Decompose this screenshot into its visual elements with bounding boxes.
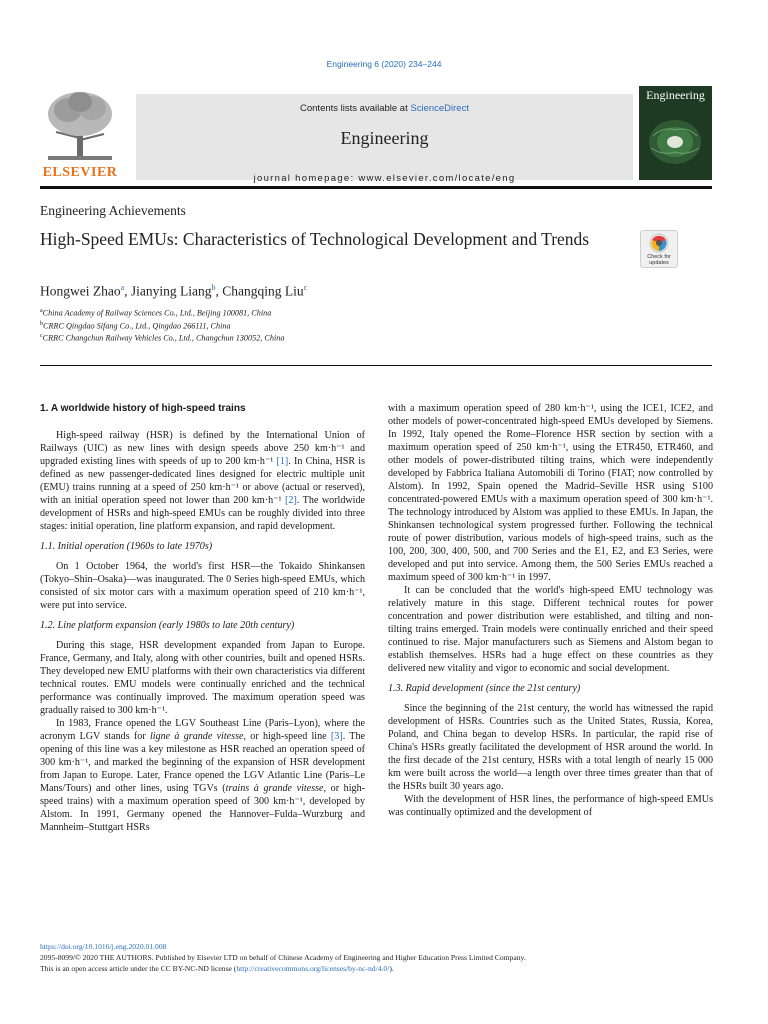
journal-cover <box>639 86 712 180</box>
paragraph-text: , or high-speed trains) with a maximum operation speed of 300 km·h⁻¹, developed by Alstom. In 1991, Germany opened the Hannover–Fulda–Wurzburg and Mannheim–Stuttgart HSRs <box>40 783 365 833</box>
affil-text: CRRC Qingdao Sifang Co., Ltd., Qingdao 266111, China <box>43 321 231 331</box>
author-affil-mark[interactable]: c <box>303 283 308 292</box>
license-text: This is an open access article under the CC BY-NC-ND license ( <box>40 964 237 973</box>
subsection-heading: 1.3. Rapid development (since the 21st century) <box>388 683 581 694</box>
cover-title: Engineering <box>646 88 705 102</box>
front-matter-rule <box>40 365 712 366</box>
header-band <box>136 94 633 184</box>
reference-link[interactable]: [1] <box>276 456 289 467</box>
paragraph: It can be concluded that the world's high-speed EMU technology was relatively mature in this stage. Different technical routes for power concentration and power distribution were established, and tilting and non-tilting trains emerged. Train models were continually enriched and their speed continued to rise. Major manufacturers such as Siemens and Alstom began to establish themselves. HSRs had a huge effect on these countries as they delivered new vitality and vigor to economic and social development. <box>388 585 713 674</box>
body-column-right <box>388 402 713 819</box>
section-heading: 1. A worldwide history of high-speed trains <box>40 403 246 414</box>
cover-brain-icon <box>639 86 712 180</box>
affil-mark: b <box>40 320 43 327</box>
crossmark-icon <box>641 231 677 255</box>
paragraph: Since the beginning of the 21st century, the world has witnessed the rapid development of HSRs. Countries such as the United States, Russia, Korea, Poland, and China began to develop HSRs. In particular, the rapid rise of China's HSRs greatly facilitated the development of HSR around the world. In the first decade of the 21st century, HSRs with a total length of nearly 15 000 km were built across the world—a length over three times greater than that of the HSRs built 30 years ago. <box>388 703 713 792</box>
author-separator: , <box>124 283 131 299</box>
sciencedirect-link[interactable]: ScienceDirect <box>410 103 469 114</box>
author-name[interactable]: Changqing Liu <box>222 283 304 299</box>
paragraph-text: , or high-speed line <box>243 731 331 742</box>
doi-link[interactable]: https://doi.org/10.1016/j.eng.2020.01.008 <box>40 942 167 951</box>
paragraph: On 1 October 1964, the world's first HSR—the Tokaido Shinkansen (Tokyo–Shin–Osaka)—was inaugurated. The 0 Series high-speed EMUs, which consisted of six motor cars with a maximum operation speed of 210 km·h⁻¹, were put into service. <box>40 561 365 611</box>
tree-logo-icon <box>40 88 120 166</box>
article-title: High-Speed EMUs: Characteristics of Technological Development and Trends <box>40 229 590 249</box>
article-footer <box>40 941 526 974</box>
italic-term: trains à grande vitesse <box>225 783 324 794</box>
reference-link[interactable]: [3] <box>330 731 343 742</box>
paragraph-text: High-speed railway (HSR) is defined by the International Union of Railways (UIC) as new lines with design speeds above 250 km·h⁻¹ and upgraded existing lines with speeds of up to 200 km·h⁻¹ <box>40 430 365 467</box>
paragraph <box>40 717 365 834</box>
author-name[interactable]: Hongwei Zhao <box>40 283 121 299</box>
paragraph-text: . The opening of this line was a key milestone as HSR reached an operation speed of 300 km·h⁻¹, and marked the beginning of the expansion of HSR development from Japan to Europe. Later, France opened the LGV Atlantic Line (Paris–Le Mans/Tours) and other lines, using TGVs ( <box>40 731 365 794</box>
journal-citation[interactable]: Engineering 6 (2020) 234–244 <box>326 59 442 69</box>
affil-mark: a <box>40 308 43 314</box>
italic-term: ligne à grande vitesse <box>149 731 244 742</box>
license-link[interactable]: http://creativecommons.org/licenses/by-nc-nd/4.0/ <box>236 964 390 973</box>
author-name[interactable]: Jianying Liang <box>130 283 212 299</box>
journal-homepage[interactable]: journal homepage: www.elsevier.com/locate/eng <box>253 173 516 184</box>
body-column-left <box>40 402 365 834</box>
contents-line <box>136 103 633 114</box>
author-affil-mark[interactable]: a <box>120 283 125 292</box>
elsevier-tree-logo <box>40 88 120 182</box>
check-for-updates-button[interactable] <box>640 230 678 268</box>
journal-title: Engineering <box>340 128 429 148</box>
paragraph: During this stage, HSR development expanded from Japan to Europe. France, Germany, and Italy, along with other countries, built and opened HSRs. They developed new EMU platforms with their own characteristics via different technical routes. EMU models were continually enriched and the technical performance was continually improved. The maximum operation speed was gradually raised to 300 km·h⁻¹. <box>40 640 365 716</box>
paragraph-text: In 1983, France opened the LGV Southeast Line (Paris–Lyon), where the acronym LGV stands for <box>40 718 365 742</box>
header-rule <box>40 186 712 189</box>
paragraph-text: . In China, HSR is defined as new passenger-dedicated lines designed for electric multiple unit (EMU) trains running at a speed of 250 km·h⁻¹ or above (actual or reserved), with an initial operation speed not lower than 200 km·h⁻¹ <box>40 456 365 506</box>
affiliation-item <box>40 319 284 332</box>
author-affil-mark[interactable]: b <box>211 283 216 292</box>
contents-prefix: Contents lists available at <box>300 103 411 114</box>
crossmark-label: Check for updates <box>647 254 671 266</box>
affiliations <box>40 306 284 344</box>
author-list <box>40 283 307 300</box>
affiliation-item <box>40 331 284 344</box>
copyright-line: 2095-8099/© 2020 THE AUTHORS. Published by Elsevier LTD on behalf of Chinese Academy of Engineering and Higher Education Press Limited Company. <box>40 953 526 962</box>
paragraph: with a maximum operation speed of 280 km·h⁻¹, using the ICE1, ICE2, and other models of power-concentrated high-speed EMUs developed by Siemens. In 1992, Italy opened the Rome–Florence HSR section by section with a maximum operation speed of 250 km·h⁻¹, using the ETR450, ETR460, and other models of power-distributed tilting trains, which were independently developed by Fabbrica Italiana Automobili di Torino (FIAT; now controlled by Alstom). In 1992, Spain opened the Madrid–Seville HSR using S100 concentrated-powered EMUs with a maximum operation speed of 300 km·h⁻¹. The technology introduced by Alstom was applied to these EMUs. In Japan, the Shinkansen technological system progressed further. Following the technical route of power distribution, various models of high-speed trains, such as the 100, 200, 300, 400, 500, and 700 Series and the E1, E2, and E3 Series, were developed and put into service. Among them, the 500 Series EMUs reached a maximum speed of 300 km·h⁻¹ in 1997. <box>388 403 713 583</box>
affiliation-item <box>40 306 284 319</box>
license-text: ). <box>389 964 394 973</box>
affil-mark: c <box>40 333 43 340</box>
affil-text: China Academy of Railway Sciences Co., Ltd., Beijing 100081, China <box>42 308 272 318</box>
subsection-heading: 1.2. Line platform expansion (early 1980s to late 20th century) <box>40 620 295 631</box>
license-line <box>40 963 526 974</box>
journal-header <box>40 86 712 182</box>
article-type: Engineering Achievements <box>40 203 186 218</box>
paragraph: With the development of HSR lines, the performance of high-speed EMUs was continually optimized and the development of <box>388 794 713 818</box>
author-separator: , <box>215 283 223 299</box>
elsevier-wordmark: ELSEVIER <box>42 165 118 180</box>
reference-link[interactable]: [2] <box>285 495 297 506</box>
paragraph-text: . The worldwide development of HSRs and high-speed EMUs can be roughly divided into three stages: initial operation, line platform expansion, and rapid development. <box>40 495 366 532</box>
subsection-heading: 1.1. Initial operation (1960s to late 1970s) <box>40 541 213 552</box>
paragraph <box>40 429 365 533</box>
affil-text: CRRC Changchun Railway Vehicles Co., Ltd., Changchun 130052, China <box>42 334 285 344</box>
